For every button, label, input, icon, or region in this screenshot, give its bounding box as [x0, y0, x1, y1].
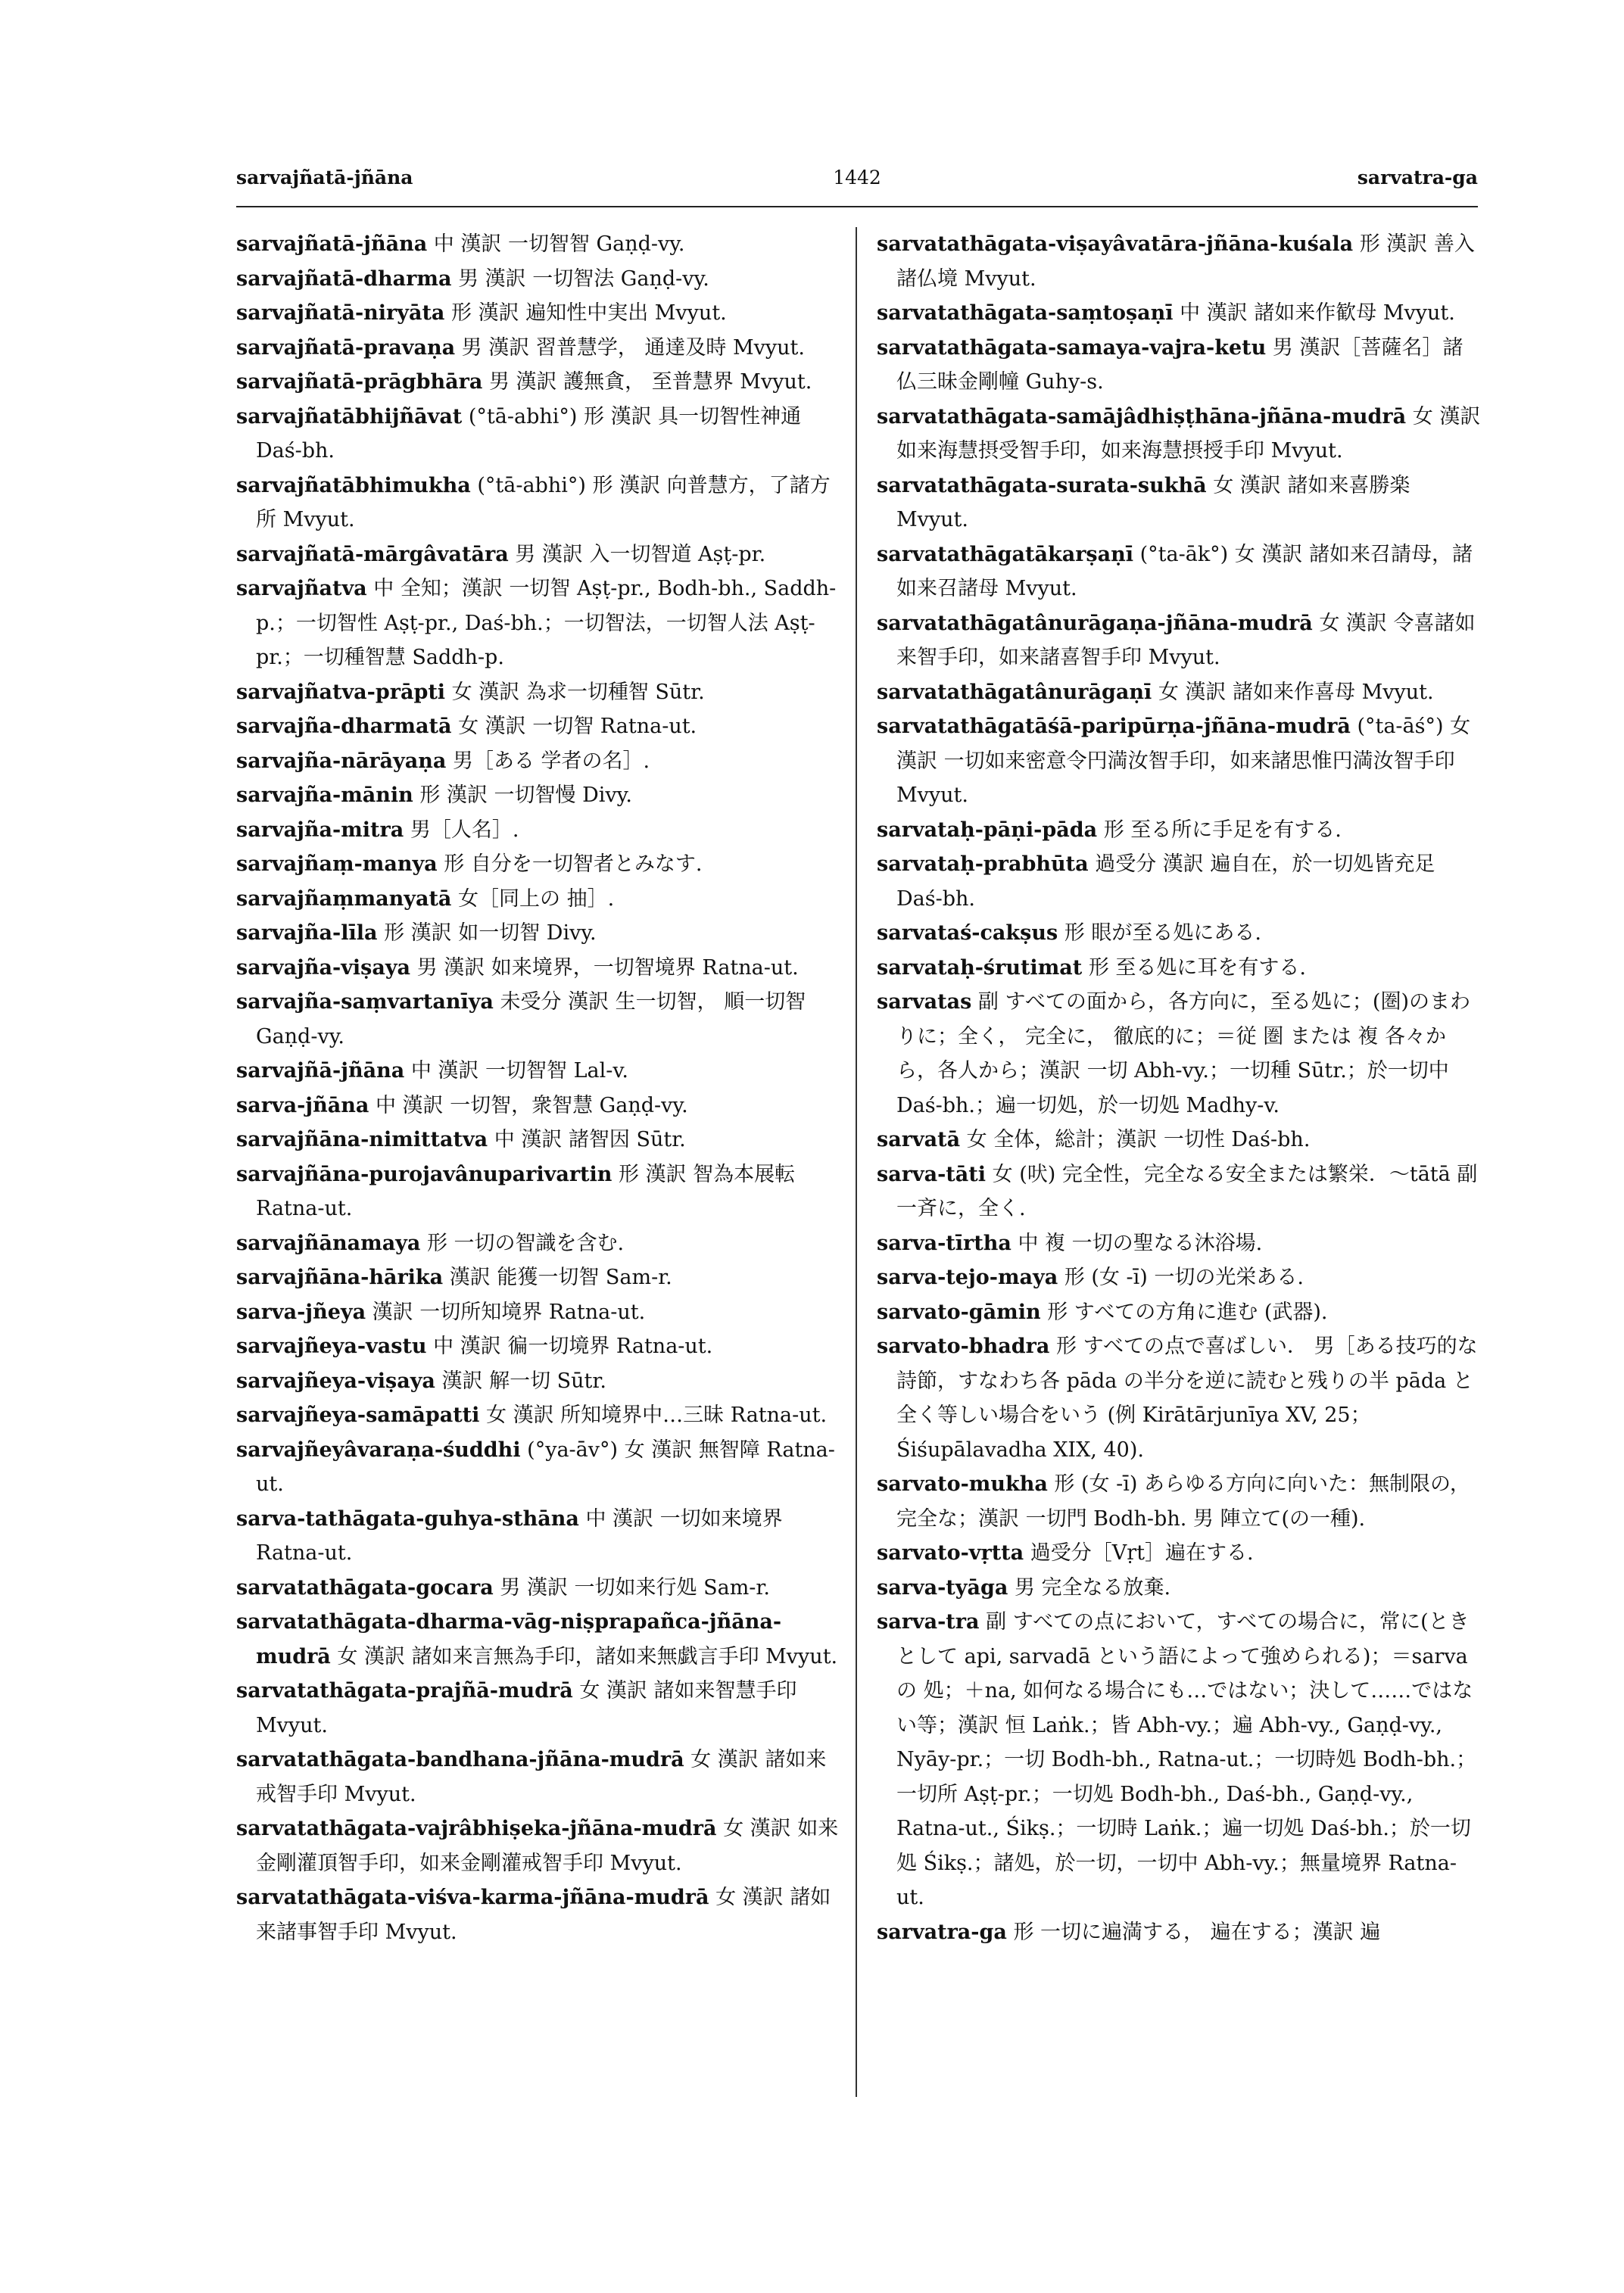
entry-headword: sarvajñeya-samāpatti	[236, 1404, 480, 1427]
entry-definition: 形 漢訳 遍知性中実出 Mvyut.	[451, 301, 727, 325]
entry-definition: 男 漢訳 如来境界，一切智境界 Ratna-ut.	[416, 955, 799, 980]
entry-headword: sarvajñatā-prāgbhāra	[236, 370, 483, 394]
entry-headword: sarvajñāna-nimittatva	[236, 1128, 488, 1151]
entry-definition: 形 (女 -ī) あらゆる方向に向いた：無制限の，完全な；漢訳 一切門 Bodh-bh. 男 陣立て(の一種).	[896, 1472, 1470, 1531]
dictionary-entry	[236, 1364, 842, 1399]
dictionary-entry	[236, 1226, 842, 1261]
entry-definition: 女 漢訳 諸如来言無為手印，諸如来無戯言手印 Mvyut.	[337, 1644, 838, 1668]
entry-definition: 男 漢訳 一切如来行処 Sam-r.	[500, 1575, 770, 1600]
entry-headword: sarvatathāgata-samājâdhiṣṭhāna-jñāna-mudrā	[877, 404, 1407, 428]
dictionary-entry	[236, 262, 842, 297]
entry-definition: 女 漢訳 諸如来喜勝楽 Mvyut.	[896, 473, 1410, 531]
entry-headword: sarvato-vṛtta	[877, 1541, 1024, 1565]
dictionary-entry	[236, 1398, 842, 1433]
dictionary-entry	[236, 675, 842, 710]
dictionary-entry	[877, 1467, 1482, 1536]
entry-headword: sarva-tra	[877, 1610, 980, 1634]
entry-headword: sarvajñeya-viṣaya	[236, 1369, 435, 1393]
entry-headword: sarvajñānamaya	[236, 1231, 421, 1255]
dictionary-entry	[877, 1329, 1482, 1467]
entry-headword: sarva-tathāgata-guhya-sthāna	[236, 1506, 579, 1531]
dictionary-entry	[236, 1157, 842, 1226]
entry-definition: 女 漢訳 所知境界中…三昧 Ratna-ut.	[486, 1404, 828, 1427]
entry-definition: 漢訳 一切所知境界 Ratna-ut.	[372, 1300, 646, 1324]
dictionary-entry	[236, 1054, 842, 1089]
dictionary-entry	[236, 882, 842, 917]
entry-headword: sarvajñatā-dharma	[236, 266, 452, 291]
entry-definition: 形 至る所に手足を有する.	[1103, 818, 1342, 842]
entry-headword: sarvajñatva	[236, 577, 367, 600]
entry-definition: 男 漢訳 一切智法 Gaṇḍ-vy.	[458, 266, 709, 291]
entry-definition: 形 漢訳 一切智慢 Divy.	[419, 784, 632, 807]
entry-headword: sarvatathāgatākarṣaṇī	[877, 542, 1134, 566]
entry-headword: sarvajñaṃmanyatā	[236, 886, 452, 911]
entry-definition: 中 漢訳 徧一切境界 Ratna-ut.	[433, 1335, 713, 1358]
dictionary-entry	[236, 365, 842, 400]
entry-definition: 女 漢訳 諸如来作喜母 Mvyut.	[1158, 680, 1434, 704]
entry-definition: 男［人名］.	[410, 818, 519, 842]
dictionary-entry	[877, 1295, 1482, 1330]
entry-definition: 形 漢訳 智為本展転 Ratna-ut.	[256, 1162, 796, 1220]
dictionary-entry	[236, 744, 842, 779]
entry-headword: sarvajña-nārāyaṇa	[236, 749, 447, 773]
entry-definition: 形 漢訳 善入諸仏境 Mvyut.	[896, 232, 1475, 291]
entry-definition: 中 漢訳 一切智智 Gaṇḍ-vy.	[433, 232, 685, 256]
entry-definition: 中 漢訳 一切智，衆智慧 Gaṇḍ-vy.	[375, 1093, 688, 1117]
entry-headword: sarvatathāgata-saṃtoṣaṇī	[877, 301, 1174, 325]
entry-definition: 女 漢訳 為求一切種智 Sūtr.	[451, 680, 705, 704]
dictionary-entry	[877, 1123, 1482, 1157]
entry-headword: sarvajñatābhijñāvat	[236, 404, 463, 428]
entry-definition: 女 全体，総計；漢訳 一切性 Daś-bh.	[966, 1128, 1311, 1151]
entry-headword: sarvatathāgatânurāgaṇī	[877, 680, 1152, 704]
entry-definition: 女 (吠) 完全性，完全なる安全または繁栄．～tātā 副 一斉に，全く.	[896, 1162, 1478, 1220]
entry-headword: sarvatathāgata-dharma-vāg-niṣprapañca-jñāna-mudrā	[236, 1610, 782, 1668]
dictionary-entry	[236, 1502, 842, 1571]
dictionary-entry	[236, 331, 842, 366]
entry-definition: 中 複 一切の聖なる沐浴場.	[1018, 1231, 1263, 1255]
entry-definition: 女 漢訳 令喜諸如来智手印，如来諸喜智手印 Mvyut.	[896, 611, 1476, 669]
dictionary-entry	[877, 951, 1482, 986]
entry-definition: 男 漢訳［菩薩名］諸仏三昧金剛幢 Guhy-s.	[896, 335, 1463, 394]
entry-definition: 未受分 漢訳 生一切智， 順一切智 Gaṇḍ-vy.	[256, 990, 806, 1048]
dictionary-entry	[236, 951, 842, 986]
entry-definition: 女 漢訳 如来金剛灌頂智手印，如来金剛灌戒智手印 Mvyut.	[256, 1817, 839, 1875]
entry-definition: 女 漢訳 諸如来諸事智手印 Mvyut.	[256, 1886, 831, 1944]
entry-definition: 男 漢訳 護無貪， 至普慧界 Mvyut.	[488, 370, 812, 394]
right-column	[877, 227, 1482, 1949]
entry-headword: sarva-tāti	[877, 1162, 987, 1186]
entry-headword: sarvatas	[877, 990, 972, 1014]
header-rule	[236, 206, 1478, 207]
dictionary-entry	[877, 1571, 1482, 1606]
entry-headword: sarvatathāgatāśā-paripūrṇa-jñāna-mudrā	[877, 715, 1351, 738]
entry-headword: sarvajñatā-niryāta	[236, 301, 445, 325]
dictionary-entry	[236, 1743, 842, 1812]
entry-definition: 漢訳 能獲一切智 Sam-r.	[449, 1266, 672, 1289]
entry-definition: 形 至る処に耳を有する.	[1088, 955, 1306, 980]
entry-headword: sarvajñatā-jñāna	[236, 232, 428, 256]
entry-headword: sarvatathāgata-viṣayâvatāra-jñāna-kuśala	[877, 232, 1354, 256]
entry-definition: 中 漢訳 一切智智 Lal-v.	[410, 1059, 628, 1083]
dictionary-entry	[236, 469, 842, 537]
dictionary-entry	[236, 778, 842, 813]
entry-headword: sarvatathāgata-gocara	[236, 1575, 494, 1600]
entry-definition: 過受分［Vṛt］遍在する.	[1030, 1541, 1254, 1565]
entry-definition: (°tā-abhi°) 形 漢訳 向普慧方，了諸方所 Mvyut.	[256, 473, 831, 531]
column-divider	[856, 227, 857, 2097]
left-column	[236, 227, 842, 1949]
entry-headword: sarvajñatā-pravaṇa	[236, 335, 456, 360]
dictionary-entry	[236, 1089, 842, 1123]
entry-headword: sarvajñeyâvaraṇa-śuddhi	[236, 1438, 521, 1462]
entry-definition: 形 自分を一切智者とみなす.	[444, 852, 703, 876]
entry-definition: 形 眼が至る処にある.	[1064, 921, 1261, 945]
entry-headword: sarvataś-cakṣus	[877, 921, 1058, 945]
header-left-headword: sarvajñatā-jñāna	[236, 167, 413, 188]
dictionary-entry	[236, 813, 842, 848]
dictionary-entry	[236, 537, 842, 572]
dictionary-entry	[877, 331, 1482, 400]
dictionary-entry	[236, 1260, 842, 1295]
dictionary-entry	[877, 296, 1482, 331]
entry-definition: 中 漢訳 諸如来作歓母 Mvyut.	[1180, 301, 1455, 325]
dictionary-entry	[236, 1571, 842, 1606]
entry-definition: 漢訳 解一切 Sūtr.	[441, 1369, 606, 1393]
entry-headword: sarva-jñeya	[236, 1300, 366, 1324]
dictionary-entry	[877, 1226, 1482, 1261]
dictionary-entry	[877, 813, 1482, 848]
entry-definition: 形 すべての方角に進む (武器).	[1047, 1300, 1328, 1324]
dictionary-entry	[877, 1260, 1482, 1295]
entry-headword: sarvatathāgata-viśva-karma-jñāna-mudrā	[236, 1886, 709, 1909]
entry-headword: sarvatathāgata-vajrâbhiṣeka-jñāna-mudrā	[236, 1817, 717, 1840]
entry-headword: sarvajña-viṣaya	[236, 955, 411, 980]
dictionary-entry	[236, 985, 842, 1054]
entry-headword: sarvajñatā-mārgâvatāra	[236, 542, 509, 566]
dictionary-entry	[236, 1433, 842, 1502]
entry-headword: sarvajña-saṃvartanīya	[236, 990, 494, 1014]
entry-headword: sarvajñatva-prāpti	[236, 680, 446, 704]
entry-definition: 形 (女 -ī) 一切の光栄ある.	[1064, 1266, 1304, 1289]
entry-headword: sarvatathāgatânurāgaṇa-jñāna-mudrā	[877, 611, 1313, 635]
dictionary-entry	[877, 847, 1482, 916]
dictionary-entry	[877, 469, 1482, 537]
entry-headword: sarvajñāna-purojavânuparivartin	[236, 1162, 613, 1186]
dictionary-entry	[236, 572, 842, 675]
dictionary-entry	[236, 709, 842, 744]
entry-definition: 男 完全なる放棄.	[1014, 1575, 1171, 1600]
entry-definition: 男 漢訳 入一切智道 Aṣṭ-pr.	[515, 542, 766, 566]
entry-definition: 形 一切に遍満する， 遍在する；漢訳 遍	[1013, 1920, 1381, 1944]
dictionary-entry	[877, 400, 1482, 469]
entry-definition: 男［ある 学者の名］.	[452, 749, 650, 773]
entry-headword: sarvatra-ga	[877, 1920, 1007, 1944]
dictionary-entry	[236, 1123, 842, 1157]
dictionary-entry	[877, 1915, 1482, 1950]
entry-headword: sarvataḥ-śrutimat	[877, 955, 1083, 980]
entry-headword: sarva-tīrtha	[877, 1231, 1011, 1255]
entry-definition: (°ta-āś°) 女 漢訳 一切如来密意令円満汝智手印，如来諸思惟円満汝智手印 Mvyut.	[896, 715, 1471, 807]
dictionary-entry	[236, 296, 842, 331]
dictionary-entry	[877, 227, 1482, 296]
dictionary-entry	[236, 1674, 842, 1743]
dictionary-entry	[877, 1157, 1482, 1226]
entry-definition: (°tā-abhi°) 形 漢訳 具一切智性神通 Daś-bh.	[256, 404, 802, 463]
dictionary-entry	[236, 847, 842, 882]
entry-definition: 中 漢訳 諸智因 Sūtr.	[494, 1128, 686, 1151]
dictionary-entry	[877, 537, 1482, 606]
entry-headword: sarvato-mukha	[877, 1472, 1048, 1496]
entry-headword: sarvajña-līla	[236, 921, 378, 945]
dictionary-entry	[877, 916, 1482, 951]
dictionary-entry	[236, 1880, 842, 1949]
entry-definition: 過受分 漢訳 遍自在，於一切処皆充足 Daś-bh.	[896, 852, 1435, 911]
dictionary-entry	[236, 1329, 842, 1364]
entry-headword: sarvato-bhadra	[877, 1335, 1050, 1358]
entry-headword: sarvajñeya-vastu	[236, 1335, 427, 1358]
entry-definition: 女 漢訳 如来海慧摂受智手印，如来海慧摂授手印 Mvyut.	[896, 404, 1481, 463]
entry-definition: 女 漢訳 諸如来戒智手印 Mvyut.	[256, 1748, 827, 1806]
entry-headword: sarva-tejo-maya	[877, 1266, 1058, 1289]
entry-headword: sarvataḥ-prabhūta	[877, 852, 1089, 876]
dictionary-entry	[877, 709, 1482, 813]
entry-definition: 中 漢訳 一切如来境界 Ratna-ut.	[256, 1506, 783, 1565]
entry-definition: (°ya-āv°) 女 漢訳 無智障 Ratna-ut.	[256, 1438, 835, 1496]
entry-definition: 副 すべての面から，各方向に，至る処に；(圏)のまわりに；全く， 完全に， 徹底的に；＝従 圏 または 複 各々から，各人から；漢訳 一切 Abh-vy.；一切種 Sūtr.；於一切中 Daś-bh.；遍一切処，於一切処 Madhy-v.	[896, 990, 1470, 1117]
entry-definition: 男 漢訳 習普慧学， 通達及時 Mvyut.	[461, 335, 805, 360]
entry-headword: sarvatathāgata-surata-sukhā	[877, 473, 1207, 497]
entry-headword: sarvajña-mānin	[236, 784, 413, 807]
dictionary-entry	[236, 916, 842, 951]
entry-headword: sarvatā	[877, 1128, 961, 1151]
dictionary-entry	[236, 1605, 842, 1674]
dictionary-entry	[877, 606, 1482, 675]
entry-definition: 女［同上の 抽］.	[458, 886, 615, 911]
entry-definition: 形 すべての点で喜ばしい． 男［ある技巧的な詩節，すなわち各 pāda の半分を逆に読むと残りの半 pāda と全く等しい場合をいう (例 Kirātārjunīya XV, 25；Śiśupālavadha XIX, 40).	[896, 1335, 1478, 1462]
dictionary-entry	[236, 227, 842, 262]
entry-headword: sarvatathāgata-prajñā-mudrā	[236, 1679, 573, 1703]
header-right-headword: sarvatra-ga	[1357, 167, 1478, 188]
dictionary-entry	[236, 1812, 842, 1880]
entry-headword: sarvajñatābhimukha	[236, 473, 471, 497]
dictionary-entry	[877, 675, 1482, 710]
dictionary-entry	[877, 1536, 1482, 1571]
entry-definition: 中 全知；漢訳 一切智 Aṣṭ-pr., Bodh-bh., Saddh-p.；一切智性 Aṣṭ-pr., Daś-bh.；一切智法，一切智人法 Aṣṭ-pr.；一切種智慧 Saddh-p.	[256, 577, 837, 669]
dictionary-entry	[877, 1605, 1482, 1915]
entry-headword: sarvajñaṃ-manya	[236, 852, 438, 876]
entry-definition: 形 漢訳 如一切智 Divy.	[384, 921, 597, 945]
entry-definition: 副 すべての点において，すべての場合に，常に(ときとして api, sarvadā という語によって強められる)；＝sarvaの 処；＋na, 如何なる場合にも…ではない；決して……ではない等；漢訳 恒 Laṅk.；皆 Abh-vy.；遍 Abh-vy., Gaṇḍ-vy., Nyāy-pr.；一切 Bodh-bh., Ratna-ut.；一切時処 Bodh-bh.；一切所 Aṣṭ-pr.；一切処 Bodh-bh., Daś-bh., Gaṇḍ-vy., Ratna-ut., Śikṣ.；一切時 Laṅk.；遍一切処 Daś-bh.；於一切処 Śikṣ.；諸処，於一切，一切中 Abh-vy.；無量境界 Ratna-ut.	[896, 1610, 1477, 1909]
entry-headword: sarvataḥ-pāṇi-pāda	[877, 818, 1098, 842]
entry-headword: sarvajña-dharmatā	[236, 715, 452, 738]
entry-headword: sarvajña-mitra	[236, 818, 404, 842]
entry-headword: sarvato-gāmin	[877, 1300, 1041, 1324]
entry-headword: sarvatathāgata-bandhana-jñāna-mudrā	[236, 1748, 684, 1771]
dictionary-entry	[877, 985, 1482, 1123]
entry-definition: 形 一切の智識を含む.	[426, 1231, 625, 1255]
page-header	[236, 167, 1478, 197]
dictionary-entry	[236, 400, 842, 469]
entry-definition: (°ta-āk°) 女 漢訳 諸如来召請母，諸如来召諸母 Mvyut.	[896, 542, 1473, 600]
entry-headword: sarvajñāna-hārika	[236, 1266, 444, 1289]
entry-definition: 女 漢訳 一切智 Ratna-ut.	[458, 715, 697, 738]
entry-headword: sarvatathāgata-samaya-vajra-ketu	[877, 335, 1267, 360]
dictionary-entry	[236, 1295, 842, 1330]
entry-definition: 女 漢訳 諸如来智慧手印 Mvyut.	[256, 1679, 797, 1737]
entry-headword: sarva-tyāga	[877, 1575, 1008, 1600]
page-number: 1442	[833, 167, 881, 188]
entry-headword: sarvajñā-jñāna	[236, 1059, 405, 1083]
entry-headword: sarva-jñāna	[236, 1093, 369, 1117]
